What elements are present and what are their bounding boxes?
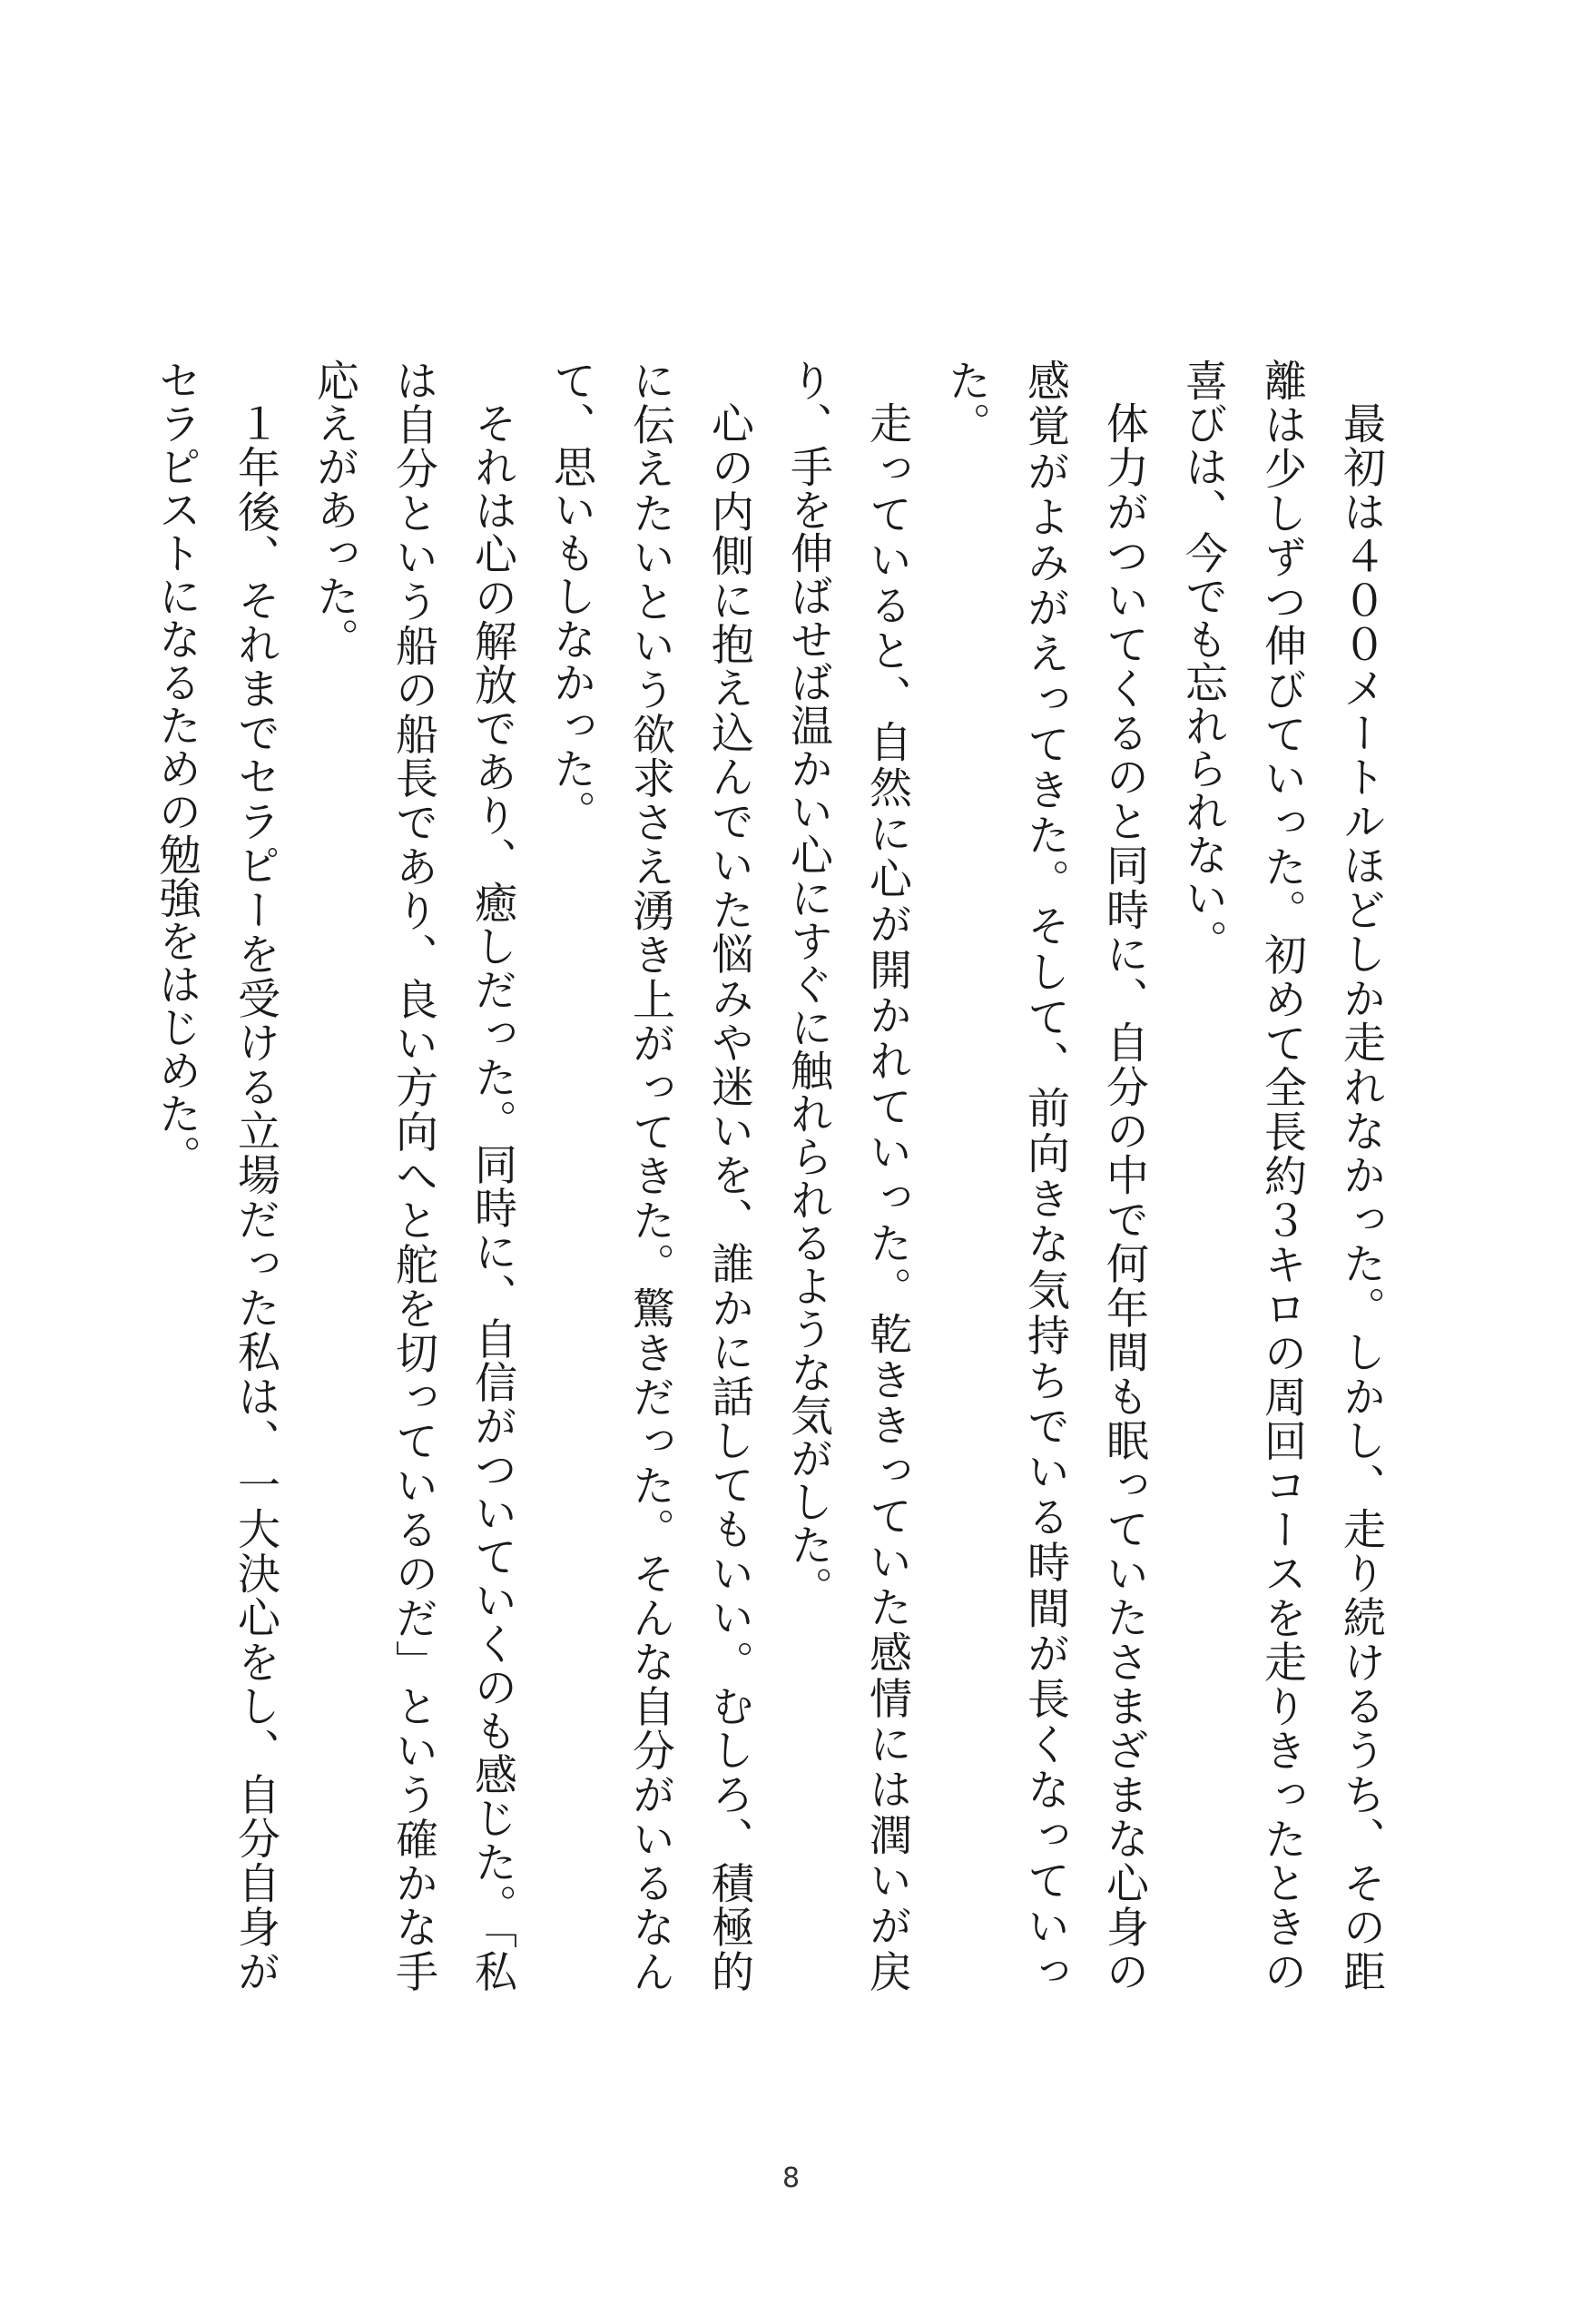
paragraph-3: 走っていると、自然に心が開かれていった。乾ききっていた感情には潤いが戻り、手を伸ばせば温かい心にすぐに触れられるような気がした。	[783, 359, 912, 1993]
page-number: 8	[781, 2162, 801, 2194]
paragraph-2: 体力がついてくるのと同時に、自分の中で何年間も眠っていたさまざまな心身の感覚がよみがえってきた。そして、前向きな気持ちでいる時間が長くなっていった。	[941, 359, 1149, 1993]
paragraph-6: １年後、それまでセラピーを受ける立場だった私は、一大決心をし、自分自身がセラピストになるための勉強をはじめた。	[152, 359, 280, 1993]
paragraph-4: 心の内側に抱え込んでいた悩みや迷いを、誰かに話してもいい。むしろ、積極的に伝えたいという欲求さえ湧き上がってきた。驚きだった。そんな自分がいるなんて、思いもしなかった。	[546, 359, 754, 1994]
vertical-text-body	[152, 359, 1400, 1994]
paragraph-1: 最初は４００メートルほどしか走れなかった。しかし、走り続けるうち、その距離は少しずつ伸びていった。初めて全長約３キロの周回コースを走りきったときの喜びは、今でも忘れられない。	[1178, 359, 1386, 1993]
paragraph-5: それは心の解放であり、癒しだった。同時に、自信がついていくのも感じた。「私は自分という船の船長であり、良い方向へと舵を切っているのだ」という確かな手応えがあった。	[310, 359, 517, 1993]
